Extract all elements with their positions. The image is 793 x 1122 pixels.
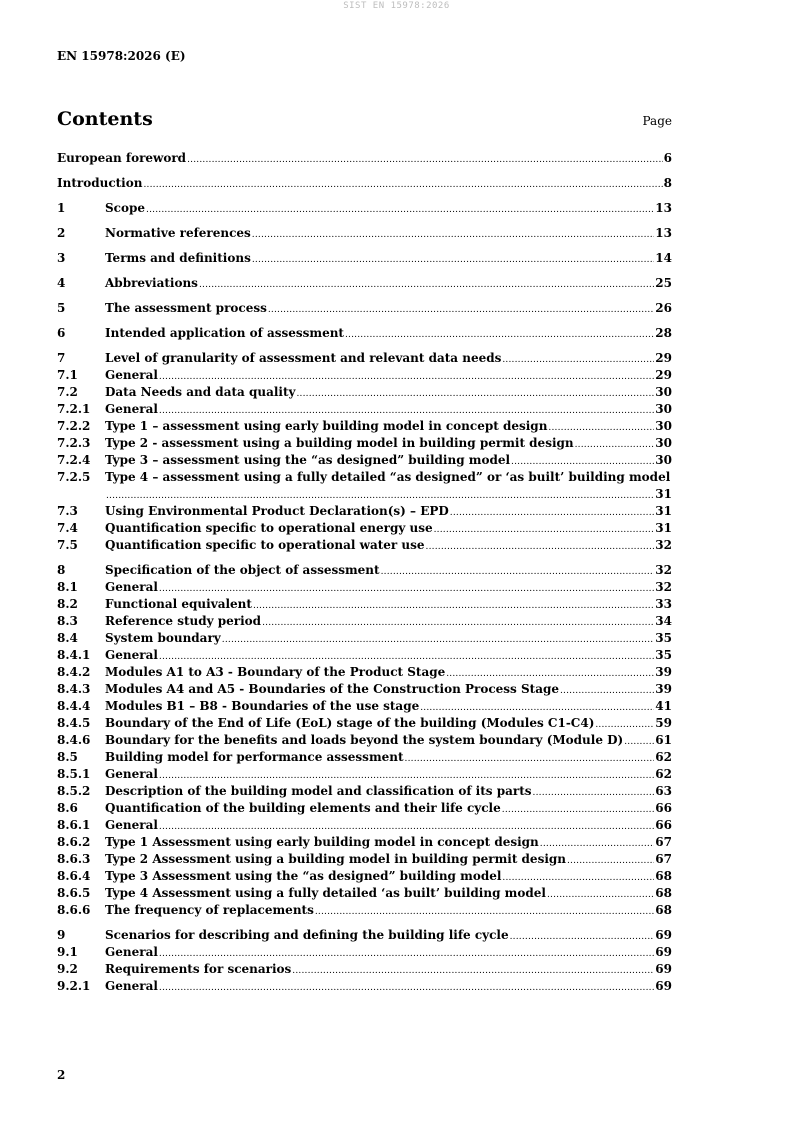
toc-entry-title: Modules A1 to A3 - Boundary of the Product Stage bbox=[105, 665, 446, 679]
toc-entry-number: 8.4.5 bbox=[57, 716, 91, 730]
toc-entry-page: 41 bbox=[655, 699, 672, 713]
toc-entry-number: 8.4.4 bbox=[57, 699, 91, 713]
toc-entry[interactable] bbox=[57, 401, 672, 418]
toc-entry-number: 8.3 bbox=[57, 614, 78, 628]
dot-leader bbox=[252, 252, 654, 269]
toc-entry[interactable] bbox=[57, 902, 672, 919]
toc-entry-title: Using Environmental Product Declaration(s) – EPD bbox=[105, 504, 449, 518]
toc-entry-title: General bbox=[105, 945, 158, 959]
toc-entry-number: 7.1 bbox=[57, 368, 78, 382]
toc-entry-title: Level of granularity of assessment and relevant data needs bbox=[105, 351, 502, 365]
dot-leader bbox=[146, 202, 654, 219]
toc-entry-title: Functional equivalent bbox=[105, 597, 252, 611]
dot-leader bbox=[199, 277, 654, 294]
contents-header bbox=[57, 108, 672, 134]
toc-entry-number: 7.2.5 bbox=[57, 470, 91, 484]
toc-entry-number: 7.2.2 bbox=[57, 419, 91, 433]
toc-entry-page: 30 bbox=[655, 453, 672, 467]
toc-entry[interactable] bbox=[57, 520, 672, 537]
toc-entry[interactable] bbox=[57, 350, 672, 367]
toc-entry-title: Boundary of the End of Life (EoL) stage of the building (Modules C1-C4) bbox=[105, 716, 595, 730]
toc-entry-number: 5 bbox=[57, 301, 66, 315]
toc-entry[interactable] bbox=[57, 766, 672, 783]
toc-entry-number: 8.6.2 bbox=[57, 835, 91, 849]
toc-entry[interactable] bbox=[57, 469, 672, 486]
toc-entry-number: 8.1 bbox=[57, 580, 78, 594]
toc-entry[interactable] bbox=[57, 225, 672, 242]
toc-entry-title: Scope bbox=[105, 201, 146, 215]
toc-entry-page: 32 bbox=[655, 538, 672, 552]
toc-entry-title: European foreword bbox=[57, 151, 187, 165]
toc-entry[interactable] bbox=[57, 698, 672, 715]
toc-entry-page: 8 bbox=[663, 176, 672, 190]
toc-entry[interactable] bbox=[57, 452, 672, 469]
toc-entry-page: 35 bbox=[655, 631, 672, 645]
watermark: SIST EN 15978:2026 bbox=[343, 1, 450, 11]
toc-entry-number: 8.4.6 bbox=[57, 733, 91, 747]
toc-entry-number: 8.6.5 bbox=[57, 886, 91, 900]
toc-entry[interactable] bbox=[57, 537, 672, 554]
toc-entry[interactable] bbox=[57, 300, 672, 317]
toc-entry-title: Reference study period bbox=[105, 614, 262, 628]
toc-entry[interactable] bbox=[57, 579, 672, 596]
toc-entry-title: General bbox=[105, 648, 158, 662]
toc-entry-number: 8.6 bbox=[57, 801, 78, 815]
toc-entry-number: 7.2.1 bbox=[57, 402, 91, 416]
toc-entry-title: Modules B1 – B8 - Boundaries of the use stage bbox=[105, 699, 420, 713]
toc-entry[interactable] bbox=[57, 325, 672, 342]
toc-entry-page: 69 bbox=[655, 945, 672, 959]
toc-entry[interactable] bbox=[57, 885, 672, 902]
toc-entry-page: 66 bbox=[655, 801, 672, 815]
toc-entry-page: 29 bbox=[655, 368, 672, 382]
toc-entry-title: Data Needs and data quality bbox=[105, 385, 296, 399]
dot-leader bbox=[268, 302, 654, 319]
toc-entry-title: Quantification of the building elements and their life cycle bbox=[105, 801, 501, 815]
toc-entry-page: 62 bbox=[655, 750, 672, 764]
toc-entry-number: 8.2 bbox=[57, 597, 78, 611]
toc-entry-page: 69 bbox=[655, 962, 672, 976]
document-id: EN 15978:2026 (E) bbox=[57, 49, 186, 63]
toc-entry-page: 59 bbox=[655, 716, 672, 730]
toc-entry-number: 9 bbox=[57, 928, 66, 942]
toc-entry[interactable] bbox=[57, 961, 672, 978]
toc-entry-title: Specification of the object of assessment bbox=[105, 563, 380, 577]
dot-leader bbox=[187, 152, 663, 169]
toc-entry-page: 30 bbox=[655, 402, 672, 416]
toc-entry-title: Type 3 – assessment using the “as designed” building model bbox=[105, 453, 511, 467]
toc-entry-page: 34 bbox=[655, 614, 672, 628]
toc-entry[interactable] bbox=[57, 613, 672, 630]
toc-entry[interactable] bbox=[57, 200, 672, 217]
toc-entry[interactable] bbox=[57, 978, 672, 995]
toc-entry-page: 6 bbox=[663, 151, 672, 165]
toc-entry-title: General bbox=[105, 402, 158, 416]
toc-entry-page: 69 bbox=[655, 928, 672, 942]
toc-entry-number: 9.1 bbox=[57, 945, 78, 959]
toc-entry[interactable] bbox=[57, 715, 672, 732]
toc-entry-page: 62 bbox=[655, 767, 672, 781]
toc-entry-page: 39 bbox=[655, 665, 672, 679]
toc-entry[interactable] bbox=[57, 367, 672, 384]
toc-entry[interactable] bbox=[57, 834, 672, 851]
toc-entry-number: 8.6.1 bbox=[57, 818, 91, 832]
toc-entry[interactable] bbox=[57, 418, 672, 435]
toc-entry-page: 61 bbox=[655, 733, 672, 747]
dot-leader bbox=[143, 177, 662, 194]
toc-entry-page: 68 bbox=[655, 869, 672, 883]
toc-entry-title: Introduction bbox=[57, 176, 143, 190]
contents-title: Contents bbox=[57, 108, 153, 130]
toc-entry-number: 4 bbox=[57, 276, 66, 290]
dot-leader bbox=[315, 904, 654, 921]
toc-entry[interactable] bbox=[57, 384, 672, 401]
toc-entry-title: Building model for performance assessment bbox=[105, 750, 404, 764]
toc-entry-page: 30 bbox=[655, 436, 672, 450]
toc-entry[interactable] bbox=[57, 275, 672, 292]
toc-entry-page: 67 bbox=[655, 852, 672, 866]
toc-entry[interactable] bbox=[57, 503, 672, 520]
toc-entry-number: 8.4.1 bbox=[57, 648, 91, 662]
table-of-contents bbox=[57, 150, 672, 995]
toc-entry-number: 8.6.3 bbox=[57, 852, 91, 866]
page-number: 2 bbox=[57, 1068, 66, 1082]
toc-entry-number: 8.6.6 bbox=[57, 903, 91, 917]
dot-leader bbox=[159, 980, 654, 997]
toc-entry-number: 8.5.2 bbox=[57, 784, 91, 798]
toc-entry-title: Type 2 Assessment using a building model in building permit design bbox=[105, 852, 566, 866]
dot-leader bbox=[426, 539, 655, 556]
toc-entry-title: The assessment process bbox=[105, 301, 267, 315]
toc-entry-page: 26 bbox=[655, 301, 672, 315]
toc-entry-title: Type 4 Assessment using a fully detailed ‘as built’ building model bbox=[105, 886, 546, 900]
toc-entry-page: 31 bbox=[655, 521, 672, 535]
toc-entry-title: System boundary bbox=[105, 631, 221, 645]
toc-entry-number: 7.2 bbox=[57, 385, 78, 399]
toc-entry[interactable] bbox=[57, 851, 672, 868]
toc-entry-page: 30 bbox=[655, 419, 672, 433]
toc-entry-title: Type 4 – assessment using a fully detailed “as designed” or ‘as built’ building model bbox=[105, 470, 671, 484]
toc-entry[interactable] bbox=[57, 868, 672, 885]
toc-entry-page: 31 bbox=[655, 504, 672, 518]
toc-entry-title: Requirements for scenarios bbox=[105, 962, 292, 976]
toc-entry-number: 7.2.4 bbox=[57, 453, 91, 467]
toc-entry[interactable] bbox=[57, 435, 672, 452]
toc-entry-number: 8.4.2 bbox=[57, 665, 91, 679]
toc-entry-page: 28 bbox=[655, 326, 672, 340]
toc-entry-title: Boundary for the benefits and loads beyond the system boundary (Module D) bbox=[105, 733, 624, 747]
toc-entry[interactable] bbox=[57, 944, 672, 961]
toc-entry-title: Type 3 Assessment using the “as designed” building model bbox=[105, 869, 502, 883]
toc-entry-number: 7 bbox=[57, 351, 66, 365]
toc-entry-title: The frequency of replacements bbox=[105, 903, 314, 917]
toc-entry-title: Type 2 - assessment using a building model in building permit design bbox=[105, 436, 574, 450]
toc-entry-number: 6 bbox=[57, 326, 66, 340]
toc-entry-number: 9.2 bbox=[57, 962, 78, 976]
toc-entry-page: 35 bbox=[655, 648, 672, 662]
toc-entry-page: 30 bbox=[655, 385, 672, 399]
toc-entry-page: 13 bbox=[655, 226, 672, 240]
toc-entry-title: Intended application of assessment bbox=[105, 326, 344, 340]
toc-entry-title: Quantification specific to operational water use bbox=[105, 538, 425, 552]
toc-entry-number: 8.6.4 bbox=[57, 869, 91, 883]
toc-entry-page: 68 bbox=[655, 886, 672, 900]
toc-entry-page: 69 bbox=[655, 979, 672, 993]
toc-entry-page: 31 bbox=[655, 487, 672, 501]
toc-entry-title: Scenarios for describing and defining the building life cycle bbox=[105, 928, 509, 942]
toc-entry-number: 9.2.1 bbox=[57, 979, 91, 993]
dot-leader bbox=[252, 227, 655, 244]
toc-entry-number: 8.4.3 bbox=[57, 682, 91, 696]
toc-entry-title: Type 1 Assessment using early building model in concept design bbox=[105, 835, 539, 849]
toc-entry[interactable] bbox=[57, 681, 672, 698]
toc-entry[interactable] bbox=[57, 647, 672, 664]
toc-entry[interactable] bbox=[57, 749, 672, 766]
toc-entry-title: Normative references bbox=[105, 226, 251, 240]
toc-entry-number: 2 bbox=[57, 226, 66, 240]
toc-entry-page: 25 bbox=[655, 276, 672, 290]
toc-entry-title: General bbox=[105, 979, 158, 993]
dot-leader bbox=[345, 327, 654, 344]
toc-entry-title: Terms and definitions bbox=[105, 251, 251, 265]
toc-entry-number: 3 bbox=[57, 251, 66, 265]
toc-entry[interactable] bbox=[57, 596, 672, 613]
toc-entry[interactable] bbox=[57, 783, 672, 800]
toc-entry[interactable] bbox=[57, 630, 672, 647]
toc-entry-title: Modules A4 and A5 - Boundaries of the Construction Process Stage bbox=[105, 682, 559, 696]
toc-entry-number: 1 bbox=[57, 201, 66, 215]
toc-entry-page: 14 bbox=[655, 251, 672, 265]
toc-entry[interactable] bbox=[57, 562, 672, 579]
toc-entry-page: 33 bbox=[655, 597, 672, 611]
toc-entry[interactable] bbox=[57, 175, 672, 192]
toc-entry[interactable] bbox=[57, 250, 672, 267]
toc-entry-title: General bbox=[105, 818, 158, 832]
toc-entry[interactable] bbox=[57, 732, 672, 749]
toc-entry-number: 7.4 bbox=[57, 521, 78, 535]
toc-entry[interactable] bbox=[57, 150, 672, 167]
toc-entry-page: 66 bbox=[655, 818, 672, 832]
toc-entry-page: 13 bbox=[655, 201, 672, 215]
toc-entry-title: General bbox=[105, 580, 158, 594]
toc-entry[interactable] bbox=[57, 927, 672, 944]
toc-entry[interactable] bbox=[57, 664, 672, 681]
toc-entry-title: Description of the building model and classification of its parts bbox=[105, 784, 532, 798]
toc-entry-title: Type 1 – assessment using early building model in concept design bbox=[105, 419, 548, 433]
page-column-label: Page bbox=[642, 114, 672, 128]
toc-entry-page: 68 bbox=[655, 903, 672, 917]
toc-entry[interactable] bbox=[57, 800, 672, 817]
toc-entry-number: 8.5.1 bbox=[57, 767, 91, 781]
toc-entry-number: 7.3 bbox=[57, 504, 78, 518]
toc-entry-page: 63 bbox=[655, 784, 672, 798]
toc-entry-title: Abbreviations bbox=[105, 276, 198, 290]
toc-entry-number: 8.4 bbox=[57, 631, 78, 645]
toc-entry-title: Quantification specific to operational energy use bbox=[105, 521, 433, 535]
toc-entry-continuation bbox=[57, 486, 672, 503]
toc-entry-title: General bbox=[105, 767, 158, 781]
toc-entry-page: 32 bbox=[655, 563, 672, 577]
toc-entry-page: 29 bbox=[655, 351, 672, 365]
toc-entry-title: General bbox=[105, 368, 158, 382]
toc-entry-number: 7.2.3 bbox=[57, 436, 91, 450]
toc-entry-number: 8 bbox=[57, 563, 66, 577]
toc-entry-page: 32 bbox=[655, 580, 672, 594]
toc-entry-number: 7.5 bbox=[57, 538, 78, 552]
toc-entry-number: 8.5 bbox=[57, 750, 78, 764]
toc-entry-page: 39 bbox=[655, 682, 672, 696]
toc-entry[interactable] bbox=[57, 817, 672, 834]
toc-entry-page: 67 bbox=[655, 835, 672, 849]
